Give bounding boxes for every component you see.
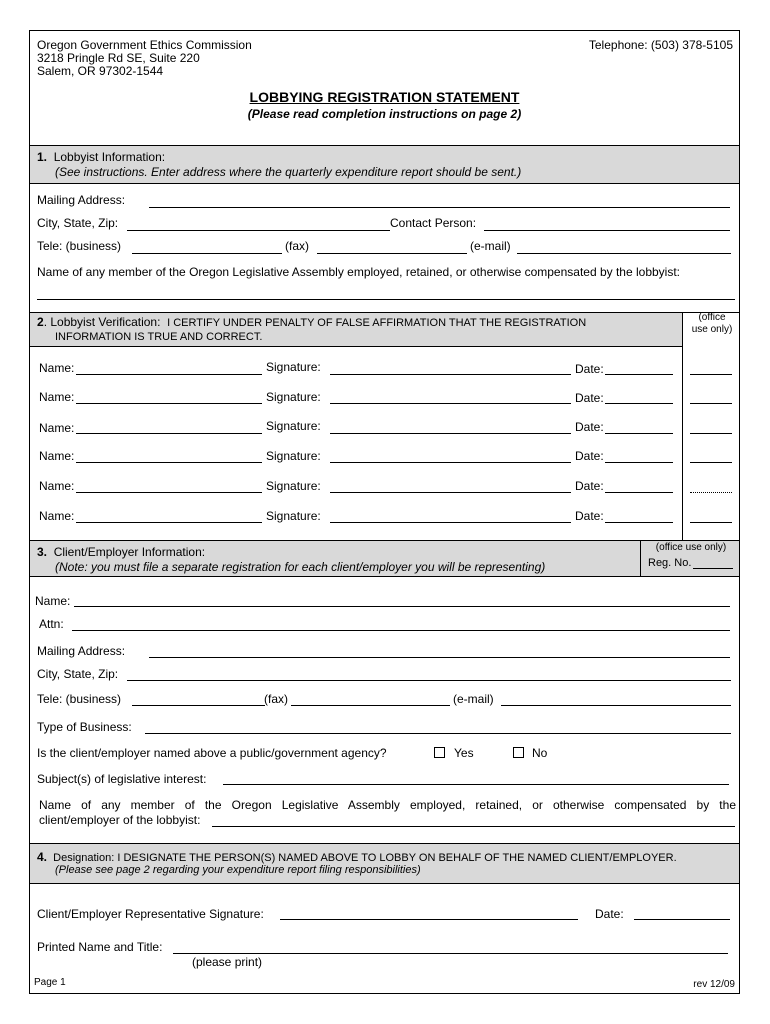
- office-use-field: [690, 403, 732, 404]
- verify-name-label: Name:: [39, 361, 75, 375]
- contact-person-label: Contact Person:: [390, 216, 477, 230]
- subjects-field[interactable]: [223, 784, 729, 785]
- verify-date-field[interactable]: [605, 492, 673, 493]
- client-email-label: (e-mail): [453, 692, 494, 706]
- lobbyist-mailing-label: Mailing Address:: [37, 193, 126, 207]
- verify-date-field[interactable]: [605, 522, 673, 523]
- client-email-field[interactable]: [501, 705, 731, 706]
- rep-signature-field[interactable]: [280, 919, 578, 920]
- lobbyist-email-label: (e-mail): [470, 239, 511, 253]
- verify-name-label: Name:: [39, 421, 75, 435]
- verify-date-label: Date:: [575, 479, 604, 493]
- verify-signature-label: Signature:: [266, 390, 321, 404]
- section4-title: 4. Designation: I DESIGNATE THE PERSON(S) NAMED ABOVE TO LOBBY ON BEHALF OF THE NAMED CLIENT/EMPLOYER.: [37, 850, 677, 864]
- verify-name-field[interactable]: [76, 403, 262, 404]
- lobbyist-city-field[interactable]: [127, 230, 390, 231]
- verify-signature-label: Signature:: [266, 449, 321, 463]
- rep-signature-label: Client/Employer Representative Signature:: [37, 907, 264, 921]
- verify-date-label: Date:: [575, 420, 604, 434]
- verify-signature-field[interactable]: [330, 492, 571, 493]
- client-name-field[interactable]: [74, 606, 730, 607]
- verify-signature-field[interactable]: [330, 374, 571, 375]
- agency-question: Is the client/employer named above a public/government agency?: [37, 746, 387, 760]
- contact-person-field[interactable]: [484, 230, 730, 231]
- office-use-field: [690, 433, 732, 434]
- page-subtitle: (Please read completion instructions on page 2): [247, 107, 522, 121]
- client-tele-field[interactable]: [132, 705, 265, 706]
- please-print-label: (please print): [192, 955, 263, 969]
- section4-note: (Please see page 2 regarding your expenditure report filing responsibilities): [55, 864, 421, 876]
- revision: rev 12/09: [693, 979, 735, 990]
- verify-signature-label: Signature:: [266, 419, 321, 433]
- no-checkbox[interactable]: [513, 747, 524, 758]
- verify-signature-field[interactable]: [330, 403, 571, 404]
- verify-name-label: Name:: [39, 449, 75, 463]
- client-name-label: Name:: [35, 594, 71, 608]
- verify-date-field[interactable]: [605, 462, 673, 463]
- address-line2: Salem, OR 97302-1544: [37, 64, 164, 78]
- section3-title: 3. Client/Employer Information:: [37, 545, 206, 559]
- verify-name-field[interactable]: [76, 433, 262, 434]
- client-legislator-question: Name of any member of the Oregon Legislative Assembly employed, retained, or otherwise compensated by the: [39, 798, 736, 812]
- verify-name-field[interactable]: [76, 492, 262, 493]
- lobbyist-fax-field[interactable]: [317, 253, 467, 254]
- verify-name-field[interactable]: [76, 462, 262, 463]
- form-frame: [29, 30, 740, 994]
- client-attn-field[interactable]: [72, 630, 730, 631]
- lobbyist-tele-label: Tele: (business): [37, 239, 122, 253]
- yes-label: Yes: [454, 746, 474, 760]
- no-label: No: [532, 746, 548, 760]
- verify-date-label: Date:: [575, 362, 604, 376]
- section2-certify-line2: INFORMATION IS TRUE AND CORRECT.: [55, 331, 263, 343]
- verify-signature-field[interactable]: [330, 462, 571, 463]
- verify-name-field[interactable]: [76, 374, 262, 375]
- verify-date-field[interactable]: [605, 403, 673, 404]
- page-title: LOBBYING REGISTRATION STATEMENT: [249, 89, 520, 105]
- client-legislator-field[interactable]: [212, 826, 735, 827]
- section3-office-use: (office use only): [655, 542, 727, 553]
- printed-name-field[interactable]: [173, 953, 728, 954]
- verify-name-label: Name:: [39, 390, 75, 404]
- client-mailing-field[interactable]: [149, 657, 730, 658]
- client-fax-label: (fax): [264, 692, 288, 706]
- verify-name-label: Name:: [39, 509, 75, 523]
- rep-date-field[interactable]: [634, 919, 730, 920]
- lobbyist-tele-field[interactable]: [132, 253, 282, 254]
- lobbyist-email-field[interactable]: [517, 253, 731, 254]
- office-use-field: [690, 374, 732, 375]
- type-of-business-label: Type of Business:: [37, 720, 132, 734]
- verify-signature-label: Signature:: [266, 479, 321, 493]
- page-number: Page 1: [34, 977, 66, 988]
- office-use-label-2: use only): [691, 324, 733, 335]
- client-city-label: City, State, Zip:: [37, 667, 119, 681]
- rep-date-label: Date:: [595, 907, 624, 921]
- reg-no-label: Reg. No.: [648, 557, 692, 569]
- verify-date-field[interactable]: [605, 374, 673, 375]
- address-line1: 3218 Pringle Rd SE, Suite 220: [37, 51, 200, 65]
- verify-date-label: Date:: [575, 509, 604, 523]
- verify-date-label: Date:: [575, 391, 604, 405]
- client-tele-label: Tele: (business): [37, 692, 122, 706]
- lobbyist-fax-label: (fax): [285, 239, 309, 253]
- client-attn-label: Attn:: [39, 617, 64, 631]
- office-use-field: [690, 492, 732, 493]
- org-name: Oregon Government Ethics Commission: [37, 38, 252, 52]
- lobbyist-mailing-field[interactable]: [149, 207, 730, 208]
- office-use-field: [690, 462, 732, 463]
- client-fax-field[interactable]: [291, 705, 450, 706]
- verify-signature-field[interactable]: [330, 433, 571, 434]
- reg-no-field: [693, 568, 733, 569]
- section1-note: (See instructions. Enter address where the quarterly expenditure report should be sent.): [55, 165, 522, 179]
- client-mailing-label: Mailing Address:: [37, 644, 126, 658]
- section2-title: 2. Lobbyist Verification: I CERTIFY UNDER PENALTY OF FALSE AFFIRMATION THAT THE REGISTRATION: [37, 315, 587, 329]
- printed-name-label: Printed Name and Title:: [37, 940, 163, 954]
- office-use-label-1: (office: [698, 312, 726, 323]
- verify-name-label: Name:: [39, 479, 75, 493]
- lobbyist-legislator-field[interactable]: [37, 299, 735, 300]
- verify-signature-field[interactable]: [330, 522, 571, 523]
- telephone: Telephone: (503) 378-5105: [588, 38, 733, 52]
- verify-date-field[interactable]: [605, 433, 673, 434]
- section1-title: 1. Lobbyist Information:: [37, 150, 166, 164]
- office-use-field: [690, 522, 732, 523]
- client-legislator-question-2: client/employer of the lobbyist:: [39, 813, 201, 827]
- lobbyist-city-label: City, State, Zip:: [37, 216, 119, 230]
- verify-date-label: Date:: [575, 449, 604, 463]
- verify-signature-label: Signature:: [266, 509, 321, 523]
- client-city-field[interactable]: [127, 680, 731, 681]
- subjects-label: Subject(s) of legislative interest:: [37, 772, 207, 786]
- section3-note: (Note: you must file a separate registration for each client/employer you will be representing): [55, 560, 546, 574]
- lobbyist-legislator-question: Name of any member of the Oregon Legislative Assembly employed, retained, or otherwise compensated by the lobbyist:: [37, 265, 681, 279]
- yes-checkbox[interactable]: [434, 747, 445, 758]
- verify-signature-label: Signature:: [266, 360, 321, 374]
- verify-name-field[interactable]: [76, 522, 262, 523]
- type-of-business-field[interactable]: [145, 733, 731, 734]
